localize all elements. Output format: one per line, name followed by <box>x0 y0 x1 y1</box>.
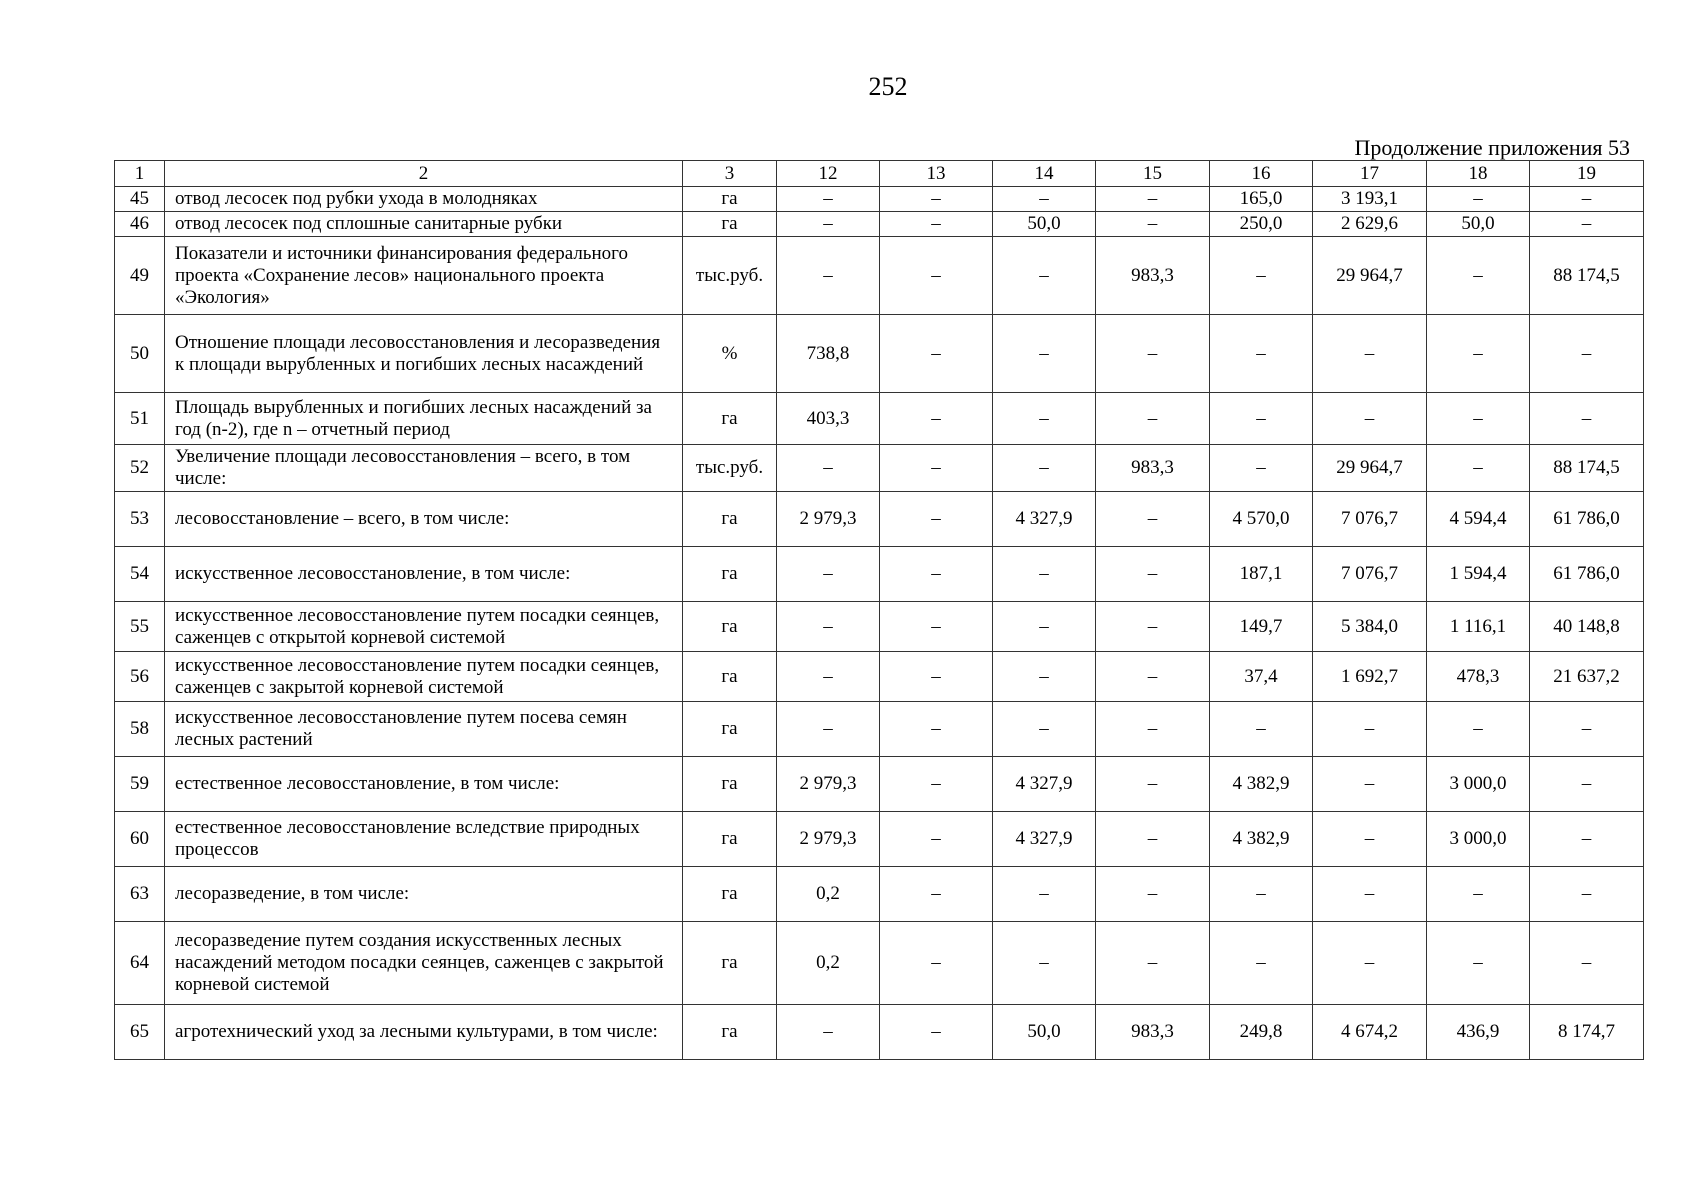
value-cell: – <box>1427 315 1530 393</box>
unit-cell: га <box>683 702 777 757</box>
value-cell: 37,4 <box>1210 652 1313 702</box>
value-cell: 2 979,3 <box>777 492 880 547</box>
value-cell: – <box>1096 212 1210 237</box>
value-cell: – <box>993 652 1096 702</box>
value-cell: 29 964,7 <box>1313 445 1427 492</box>
value-cell: 29 964,7 <box>1313 237 1427 315</box>
header-cell: 1 <box>115 161 165 187</box>
value-cell: – <box>1530 922 1644 1005</box>
table-row <box>115 187 1644 212</box>
row-number: 60 <box>115 812 165 867</box>
row-number: 49 <box>115 237 165 315</box>
value-cell: – <box>777 602 880 652</box>
value-cell: – <box>1530 812 1644 867</box>
value-cell: 983,3 <box>1096 445 1210 492</box>
value-cell: – <box>1313 393 1427 445</box>
value-cell: – <box>993 187 1096 212</box>
value-cell: 4 594,4 <box>1427 492 1530 547</box>
value-cell: – <box>993 867 1096 922</box>
header-cell: 2 <box>165 161 683 187</box>
value-cell: – <box>1427 867 1530 922</box>
unit-cell: га <box>683 212 777 237</box>
indicator-name: Показатели и источники финансирования федерального проекта «Сохранение лесов» национального проекта «Экология» <box>165 237 683 315</box>
value-cell: – <box>880 547 993 602</box>
header-cell: 19 <box>1530 161 1644 187</box>
value-cell: – <box>880 445 993 492</box>
data-table <box>114 160 1644 1060</box>
value-cell: 4 327,9 <box>993 812 1096 867</box>
value-cell: – <box>777 445 880 492</box>
value-cell: 4 382,9 <box>1210 812 1313 867</box>
value-cell: 7 076,7 <box>1313 492 1427 547</box>
table-row <box>115 757 1644 812</box>
row-number: 53 <box>115 492 165 547</box>
value-cell: – <box>993 602 1096 652</box>
value-cell: – <box>1210 922 1313 1005</box>
header-cell: 12 <box>777 161 880 187</box>
unit-cell: га <box>683 1005 777 1060</box>
value-cell: – <box>1096 867 1210 922</box>
unit-cell: га <box>683 652 777 702</box>
value-cell: – <box>1530 867 1644 922</box>
value-cell: – <box>880 652 993 702</box>
row-number: 63 <box>115 867 165 922</box>
header-cell: 15 <box>1096 161 1210 187</box>
table-row <box>115 867 1644 922</box>
value-cell: 0,2 <box>777 867 880 922</box>
indicator-name: лесоразведение, в том числе: <box>165 867 683 922</box>
value-cell: 983,3 <box>1096 1005 1210 1060</box>
unit-cell: тыс.руб. <box>683 445 777 492</box>
unit-cell: тыс.руб. <box>683 237 777 315</box>
table-row <box>115 237 1644 315</box>
value-cell: – <box>880 602 993 652</box>
value-cell: 88 174,5 <box>1530 445 1644 492</box>
value-cell: – <box>880 922 993 1005</box>
value-cell: 0,2 <box>777 922 880 1005</box>
table-row <box>115 315 1644 393</box>
value-cell: – <box>1530 315 1644 393</box>
row-number: 51 <box>115 393 165 445</box>
indicator-name: Площадь вырубленных и погибших лесных насаждений за год (n-2), где n – отчетный период <box>165 393 683 445</box>
row-number: 59 <box>115 757 165 812</box>
value-cell: – <box>993 315 1096 393</box>
value-cell: 1 692,7 <box>1313 652 1427 702</box>
table-row <box>115 652 1644 702</box>
value-cell: – <box>777 212 880 237</box>
value-cell: 249,8 <box>1210 1005 1313 1060</box>
table-row <box>115 393 1644 445</box>
unit-cell: га <box>683 922 777 1005</box>
value-cell: – <box>1313 315 1427 393</box>
value-cell: – <box>880 393 993 445</box>
value-cell: – <box>1530 702 1644 757</box>
row-number: 54 <box>115 547 165 602</box>
value-cell: – <box>993 547 1096 602</box>
value-cell: – <box>777 187 880 212</box>
row-number: 52 <box>115 445 165 492</box>
value-cell: 250,0 <box>1210 212 1313 237</box>
value-cell: 2 979,3 <box>777 757 880 812</box>
value-cell: – <box>880 1005 993 1060</box>
table-row <box>115 702 1644 757</box>
value-cell: – <box>993 445 1096 492</box>
unit-cell: га <box>683 187 777 212</box>
header-row <box>115 161 1644 187</box>
header-cell: 18 <box>1427 161 1530 187</box>
value-cell: – <box>1210 237 1313 315</box>
indicator-name: отвод лесосек под сплошные санитарные рубки <box>165 212 683 237</box>
value-cell: – <box>1096 702 1210 757</box>
row-number: 46 <box>115 212 165 237</box>
indicator-name: искусственное лесовосстановление, в том числе: <box>165 547 683 602</box>
row-number: 65 <box>115 1005 165 1060</box>
value-cell: – <box>880 492 993 547</box>
table-row <box>115 212 1644 237</box>
unit-cell: га <box>683 757 777 812</box>
table-row <box>115 1005 1644 1060</box>
value-cell: 4 570,0 <box>1210 492 1313 547</box>
indicator-name: лесовосстановление – всего, в том числе: <box>165 492 683 547</box>
value-cell: 2 629,6 <box>1313 212 1427 237</box>
value-cell: – <box>1427 393 1530 445</box>
value-cell: – <box>993 922 1096 1005</box>
header-cell: 3 <box>683 161 777 187</box>
indicator-name: искусственное лесовосстановление путем посадки сеянцев, саженцев с закрытой корневой системой <box>165 652 683 702</box>
unit-cell: га <box>683 492 777 547</box>
indicator-name: естественное лесовосстановление, в том числе: <box>165 757 683 812</box>
row-number: 50 <box>115 315 165 393</box>
value-cell: 1 594,4 <box>1427 547 1530 602</box>
indicator-name: лесоразведение путем создания искусственных лесных насаждений методом посадки сеянцев, саженцев с закрытой корневой системой <box>165 922 683 1005</box>
value-cell: – <box>1313 812 1427 867</box>
value-cell: – <box>777 547 880 602</box>
value-cell: – <box>1313 867 1427 922</box>
value-cell: 436,9 <box>1427 1005 1530 1060</box>
value-cell: 983,3 <box>1096 237 1210 315</box>
unit-cell: га <box>683 393 777 445</box>
value-cell: – <box>1530 757 1644 812</box>
value-cell: – <box>1096 652 1210 702</box>
value-cell: – <box>1096 187 1210 212</box>
value-cell: 738,8 <box>777 315 880 393</box>
indicator-name: искусственное лесовосстановление путем посадки сеянцев, саженцев с открытой корневой системой <box>165 602 683 652</box>
table-row <box>115 547 1644 602</box>
value-cell: – <box>1530 393 1644 445</box>
value-cell: – <box>1096 922 1210 1005</box>
value-cell: – <box>1210 867 1313 922</box>
value-cell: – <box>1096 315 1210 393</box>
unit-cell: % <box>683 315 777 393</box>
value-cell: – <box>1210 315 1313 393</box>
value-cell: – <box>880 212 993 237</box>
value-cell: 403,3 <box>777 393 880 445</box>
value-cell: – <box>1096 812 1210 867</box>
value-cell: 88 174,5 <box>1530 237 1644 315</box>
value-cell: 478,3 <box>1427 652 1530 702</box>
unit-cell: га <box>683 867 777 922</box>
value-cell: – <box>993 393 1096 445</box>
value-cell: – <box>1427 445 1530 492</box>
table-body <box>115 187 1644 1060</box>
value-cell: – <box>1427 702 1530 757</box>
value-cell: – <box>1530 212 1644 237</box>
row-number: 45 <box>115 187 165 212</box>
value-cell: 3 000,0 <box>1427 757 1530 812</box>
header-cell: 16 <box>1210 161 1313 187</box>
value-cell: – <box>880 315 993 393</box>
row-number: 55 <box>115 602 165 652</box>
indicator-name: отвод лесосек под рубки ухода в молодняках <box>165 187 683 212</box>
row-number: 58 <box>115 702 165 757</box>
value-cell: 7 076,7 <box>1313 547 1427 602</box>
value-cell: – <box>1096 492 1210 547</box>
value-cell: 4 327,9 <box>993 757 1096 812</box>
value-cell: 5 384,0 <box>1313 602 1427 652</box>
value-cell: 8 174,7 <box>1530 1005 1644 1060</box>
value-cell: – <box>777 702 880 757</box>
value-cell: 1 116,1 <box>1427 602 1530 652</box>
value-cell: 61 786,0 <box>1530 492 1644 547</box>
value-cell: – <box>1427 922 1530 1005</box>
table-row <box>115 492 1644 547</box>
value-cell: – <box>1427 187 1530 212</box>
continuation-label: Продолжение приложения 53 <box>1354 135 1630 160</box>
value-cell: 3 000,0 <box>1427 812 1530 867</box>
value-cell: 21 637,2 <box>1530 652 1644 702</box>
value-cell: – <box>1313 922 1427 1005</box>
value-cell: 3 193,1 <box>1313 187 1427 212</box>
value-cell: – <box>777 652 880 702</box>
value-cell: – <box>1427 237 1530 315</box>
unit-cell: га <box>683 547 777 602</box>
value-cell: 4 327,9 <box>993 492 1096 547</box>
unit-cell: га <box>683 602 777 652</box>
value-cell: – <box>777 1005 880 1060</box>
table-row <box>115 922 1644 1005</box>
value-cell: – <box>1096 757 1210 812</box>
table-row <box>115 445 1644 492</box>
value-cell: – <box>1210 393 1313 445</box>
value-cell: 50,0 <box>993 212 1096 237</box>
value-cell: 187,1 <box>1210 547 1313 602</box>
value-cell: – <box>1096 393 1210 445</box>
table-row <box>115 812 1644 867</box>
value-cell: – <box>1313 702 1427 757</box>
indicator-name: естественное лесовосстановление вследствие природных процессов <box>165 812 683 867</box>
header-cell: 14 <box>993 161 1096 187</box>
value-cell: 2 979,3 <box>777 812 880 867</box>
unit-cell: га <box>683 812 777 867</box>
indicator-name: Отношение площади лесовосстановления и лесоразведения к площади вырубленных и погибших лесных насаждений <box>165 315 683 393</box>
value-cell: – <box>1210 445 1313 492</box>
value-cell: – <box>1096 602 1210 652</box>
header-cell: 13 <box>880 161 993 187</box>
value-cell: – <box>1530 187 1644 212</box>
value-cell: – <box>880 812 993 867</box>
indicator-name: Увеличение площади лесовосстановления – всего, в том числе: <box>165 445 683 492</box>
header-cell: 17 <box>1313 161 1427 187</box>
value-cell: 61 786,0 <box>1530 547 1644 602</box>
value-cell: – <box>880 237 993 315</box>
value-cell: 40 148,8 <box>1530 602 1644 652</box>
value-cell: 4 674,2 <box>1313 1005 1427 1060</box>
value-cell: 165,0 <box>1210 187 1313 212</box>
value-cell: – <box>880 702 993 757</box>
value-cell: – <box>1313 757 1427 812</box>
value-cell: – <box>993 702 1096 757</box>
table-row <box>115 602 1644 652</box>
value-cell: – <box>1096 547 1210 602</box>
value-cell: – <box>880 187 993 212</box>
row-number: 64 <box>115 922 165 1005</box>
indicator-name: агротехнический уход за лесными культурами, в том числе: <box>165 1005 683 1060</box>
value-cell: – <box>993 237 1096 315</box>
value-cell: 149,7 <box>1210 602 1313 652</box>
value-cell: – <box>880 867 993 922</box>
indicator-name: искусственное лесовосстановление путем посева семян лесных растений <box>165 702 683 757</box>
value-cell: 50,0 <box>1427 212 1530 237</box>
value-cell: 4 382,9 <box>1210 757 1313 812</box>
value-cell: – <box>880 757 993 812</box>
row-number: 56 <box>115 652 165 702</box>
value-cell: – <box>777 237 880 315</box>
page-number: 252 <box>868 72 908 101</box>
value-cell: 50,0 <box>993 1005 1096 1060</box>
value-cell: – <box>1210 702 1313 757</box>
